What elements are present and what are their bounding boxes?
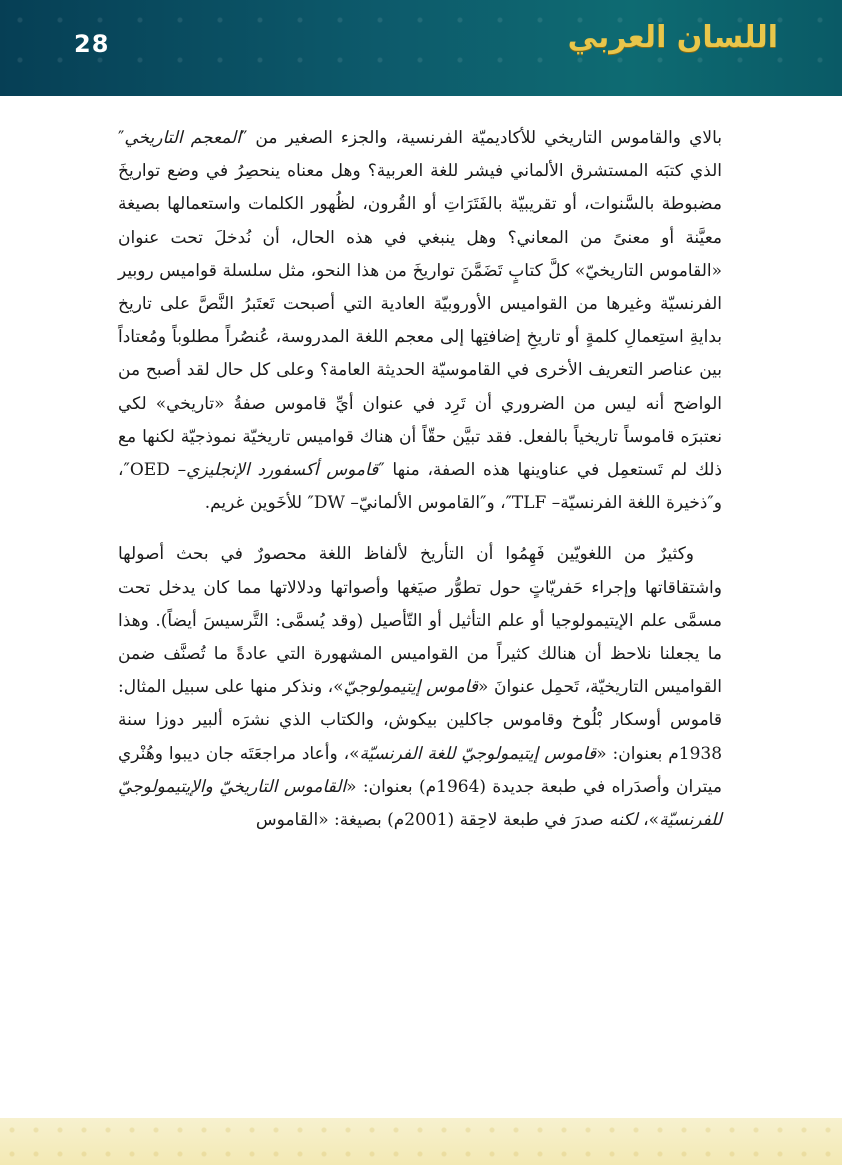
italic-title: القاموس التاريخيّ والإيتيمولوجيّ للفرنسيّة (118, 776, 722, 831)
text-run: بالاي والقاموس التاريخي للأكاديميّة الفرنسية، والجزء الصغير من ″ (240, 128, 722, 148)
italic-title: لكنه (608, 810, 638, 831)
text-run: »، (637, 810, 660, 831)
page-footer (0, 1118, 842, 1165)
italic-title: قاموس إيتيمولوجيّ للغة الفرنسيّة (359, 743, 597, 764)
text-run: »، وأعاد مراجعَتَه جان ديبوا وهُنْري ميتران وأصدَراه في طبعة جديدة (1964م) بعنوان: « (118, 743, 723, 797)
text-run: وكثيرٌ من اللغويّين فَهِمُوا أن التأريخ لألفاظ اللغة محصورٌ في بحث أصولها واشتقاقاتها وإجراء حَفريّاتٍ حول تطوُّر صيَغها وأصواتها ودلالاتها مما كان يدخل تحت مسمَّى علم الإيتيمولوجيا أو علم التأثيل أو التّأصيل (وقد يُسمَّى: التَّرسيسَ أيضاً). وهذا ما يجعلنا نلاحظ أن هنالك كثيراً من القواميس المشهورة التي عادةً ما تُصنَّف ضمن القواميس التاريخيّة، تَحمِل عنوانَ « (118, 544, 722, 698)
paragraph-2 (118, 538, 722, 837)
text-run: »، ونذكر منها على سبيل المثال: قاموس أوسكار بْلُوخ وقاموس جاكلين بيكوش، والكتاب الذي نشرَه ألبير دوزا سنة 1938م بعنوان: « (118, 677, 723, 764)
italic-title: قاموس أكسفورد الإنجليزي (186, 460, 379, 481)
text-run: ″ الذي كتبَه المستشرق الألماني فيشر للغة العربية؟ وهل معناه ينحصِرُ في وضع تواريخَ مضبوطة بالسَّنوات، أو تقريبيّة بالفَتَرَاتِ أو القُرون، لظُهور الكلمات واستعمالها بصيغة معيَّنة أو معنىً من المعاني؟ وهل ينبغي في هذه الحال، أن نُدخلَ تحت عنوان «القاموس التاريخيّ» كلَّ كتابٍ تَضَمَّنَ تواريخَ من هذا النحو، مثل سلسلة قواميس روبير الفرنسيّة وغيرها من القواميس الأوروبيّة العادية التي أصبحت تَعتَبرُ النَّصَّ على تاريخ بدايةِ استِعمالِ كلمةٍ أو تاريخِ إضافتِها إلى معجم اللغة المدروسة، عُنصُراً مطلوباً ومُعتاداً بين عناصر التعريف الأخرى في القاموسيّة الحديثة العامة؟ وعلى كل حال لقد أصبح من الواضح أنه ليس من الضروري أن تَرِد في عنوان أيِّ قاموس صفةُ «تاريخي» لكي نعتبرَه قاموساً تاريخياً بالفعل. فقد تبيَّن حقّاً أن هناك قواميس تاريخيّة نموذجيّة لكنها مع ذلك لم تَستعمِل في عناوينها هذه الصفة، منها ″ (118, 128, 723, 481)
text-run: – OED″، و″ذخيرة اللغة الفرنسيّة– TLF″، و″القاموس الألمانيّ– DW″ للأخَوين غريم. (118, 460, 722, 514)
italic-title: المعجم التاريخي (124, 128, 241, 148)
footer-ornament (0, 1118, 842, 1165)
journal-logo: اللسان العربي (567, 20, 778, 55)
article-body (118, 122, 722, 837)
page-header (0, 0, 842, 96)
paragraph-1 (118, 122, 722, 520)
text-run: صدرَ في طبعة لاحِقة (2001م) بصيغة: «القاموس (255, 810, 609, 831)
page-number: 28 (74, 30, 110, 58)
italic-title: قاموس إيتيمولوجيّ (343, 677, 479, 698)
